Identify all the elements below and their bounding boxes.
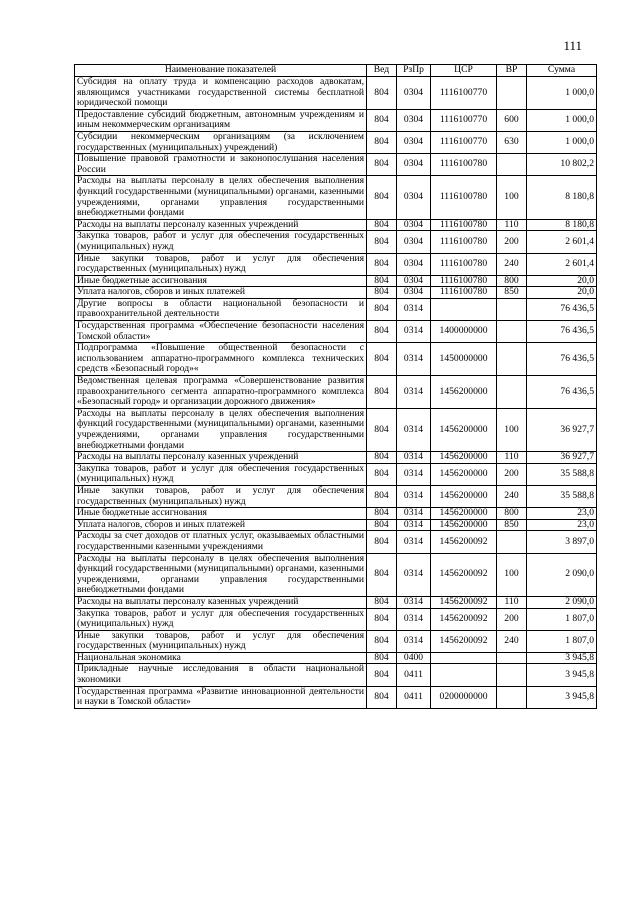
- cell-csr: 1456200000: [431, 408, 497, 451]
- table-row: [75, 452, 597, 464]
- cell-name: Уплата налогов, сборов и иных платежей: [75, 519, 367, 531]
- cell-sum: 1 000,0: [527, 109, 597, 131]
- cell-vr: 110: [497, 452, 527, 464]
- table-row: [75, 253, 597, 275]
- cell-sum: 35 588,8: [527, 485, 597, 507]
- cell-rzpr: 0314: [397, 608, 431, 630]
- cell-vr: [497, 154, 527, 176]
- cell-sum: 76 436,5: [527, 343, 597, 376]
- cell-vr: 100: [497, 408, 527, 451]
- cell-sum: 76 436,5: [527, 376, 597, 409]
- cell-rzpr: 0304: [397, 154, 431, 176]
- table-row: [75, 176, 597, 219]
- cell-csr: 1116100770: [431, 109, 497, 131]
- cell-ved: 804: [367, 154, 397, 176]
- cell-sum: 2 601,4: [527, 253, 597, 275]
- cell-rzpr: 0304: [397, 219, 431, 231]
- table-row: [75, 321, 597, 343]
- table-row: [75, 343, 597, 376]
- cell-sum: 8 180,8: [527, 219, 597, 231]
- cell-name: Расходы на выплаты персоналу казенных учреждений: [75, 596, 367, 608]
- cell-name: Предоставление субсидий бюджетным, автономным учреждениям и иным некоммерческим организациям: [75, 109, 367, 131]
- cell-sum: 2 090,0: [527, 596, 597, 608]
- header-sum: Сумма: [527, 65, 597, 77]
- cell-csr: 1456200000: [431, 463, 497, 485]
- cell-csr: 1116100780: [431, 275, 497, 287]
- cell-vr: 850: [497, 519, 527, 531]
- table-row: [75, 531, 597, 553]
- cell-csr: 1456200092: [431, 630, 497, 652]
- table-row: [75, 376, 597, 409]
- cell-rzpr: 0400: [397, 652, 431, 664]
- cell-vr: [497, 77, 527, 110]
- cell-vr: [497, 686, 527, 708]
- cell-ved: 804: [367, 109, 397, 131]
- cell-sum: 2 090,0: [527, 553, 597, 596]
- cell-name: Иные закупки товаров, работ и услуг для обеспечения государственных (муниципальных) нужд: [75, 253, 367, 275]
- cell-name: Национальная экономика: [75, 652, 367, 664]
- cell-vr: 630: [497, 131, 527, 153]
- cell-sum: 1 807,0: [527, 608, 597, 630]
- cell-ved: 804: [367, 231, 397, 253]
- cell-name: Расходы на выплаты персоналу в целях обеспечения выполнения функций государственными (муниципальными) органами, казенными учреждениями, органами управления государственными внебюджетными фондами: [75, 176, 367, 219]
- cell-vr: 100: [497, 176, 527, 219]
- table-row: [75, 275, 597, 287]
- cell-sum: 20,0: [527, 287, 597, 299]
- cell-csr: 1116100780: [431, 219, 497, 231]
- cell-rzpr: 0314: [397, 298, 431, 320]
- cell-csr: 1116100780: [431, 253, 497, 275]
- cell-vr: 240: [497, 630, 527, 652]
- cell-vr: [497, 321, 527, 343]
- cell-rzpr: 0314: [397, 508, 431, 520]
- cell-vr: [497, 298, 527, 320]
- cell-csr: 1400000000: [431, 321, 497, 343]
- cell-ved: 804: [367, 630, 397, 652]
- cell-sum: 23,0: [527, 508, 597, 520]
- cell-name: Повышение правовой грамотности и законопослушания населения России: [75, 154, 367, 176]
- cell-sum: 3 897,0: [527, 531, 597, 553]
- cell-rzpr: 0411: [397, 686, 431, 708]
- cell-csr: 1456200092: [431, 608, 497, 630]
- header-name: Наименование показателей: [75, 65, 367, 77]
- cell-vr: 110: [497, 219, 527, 231]
- table-row: [75, 608, 597, 630]
- table-row: [75, 652, 597, 664]
- cell-rzpr: 0304: [397, 176, 431, 219]
- cell-ved: 804: [367, 275, 397, 287]
- cell-vr: 240: [497, 253, 527, 275]
- header-row: [75, 65, 597, 77]
- cell-rzpr: 0314: [397, 343, 431, 376]
- cell-vr: 850: [497, 287, 527, 299]
- cell-csr: 1456200000: [431, 508, 497, 520]
- table-row: [75, 664, 597, 686]
- table-row: [75, 553, 597, 596]
- cell-sum: 1 807,0: [527, 630, 597, 652]
- cell-csr: 1456200000: [431, 519, 497, 531]
- cell-rzpr: 0304: [397, 287, 431, 299]
- cell-sum: 20,0: [527, 275, 597, 287]
- budget-table: [74, 64, 597, 709]
- cell-csr: 1116100780: [431, 231, 497, 253]
- cell-name: Субсидии некоммерческим организациям (за исключением государственных (муниципальных) учреждений): [75, 131, 367, 153]
- cell-ved: 804: [367, 519, 397, 531]
- cell-csr: 1456200000: [431, 452, 497, 464]
- cell-csr: 1116100780: [431, 154, 497, 176]
- cell-sum: 1 000,0: [527, 77, 597, 110]
- cell-csr: [431, 652, 497, 664]
- cell-sum: 8 180,8: [527, 176, 597, 219]
- cell-csr: [431, 298, 497, 320]
- cell-vr: [497, 343, 527, 376]
- cell-ved: 804: [367, 652, 397, 664]
- cell-name: Иные закупки товаров, работ и услуг для обеспечения государственных (муниципальных) нужд: [75, 485, 367, 507]
- cell-rzpr: 0314: [397, 408, 431, 451]
- cell-ved: 804: [367, 343, 397, 376]
- table-row: [75, 408, 597, 451]
- cell-csr: 0200000000: [431, 686, 497, 708]
- cell-csr: 1116100770: [431, 77, 497, 110]
- table-row: [75, 508, 597, 520]
- cell-csr: 1456200092: [431, 553, 497, 596]
- table-row: [75, 154, 597, 176]
- cell-sum: 36 927,7: [527, 408, 597, 451]
- cell-ved: 804: [367, 408, 397, 451]
- cell-csr: 1456200092: [431, 531, 497, 553]
- cell-csr: 1450000000: [431, 343, 497, 376]
- header-ved: Вед: [367, 65, 397, 77]
- cell-rzpr: 0314: [397, 519, 431, 531]
- cell-ved: 804: [367, 596, 397, 608]
- cell-csr: 1116100780: [431, 176, 497, 219]
- cell-rzpr: 0314: [397, 553, 431, 596]
- cell-name: Уплата налогов, сборов и иных платежей: [75, 287, 367, 299]
- cell-name: Ведомственная целевая программа «Совершенствование развития правоохранительного сегмента аппаратно-программного комплекса «Безопасный город» и организации дорожного движения»: [75, 376, 367, 409]
- cell-sum: 10 802,2: [527, 154, 597, 176]
- header-rzpr: РзПр: [397, 65, 431, 77]
- table-row: [75, 131, 597, 153]
- cell-name: Другие вопросы в области национальной безопасности и правоохранительной деятельности: [75, 298, 367, 320]
- table-body: [75, 77, 597, 709]
- cell-vr: 100: [497, 553, 527, 596]
- table-header: [75, 65, 597, 77]
- cell-rzpr: 0314: [397, 321, 431, 343]
- cell-sum: 3 945,8: [527, 686, 597, 708]
- cell-rzpr: 0314: [397, 376, 431, 409]
- cell-sum: 2 601,4: [527, 231, 597, 253]
- cell-ved: 804: [367, 253, 397, 275]
- cell-vr: 800: [497, 275, 527, 287]
- header-vr: ВР: [497, 65, 527, 77]
- cell-name: Иные закупки товаров, работ и услуг для обеспечения государственных (муниципальных) нужд: [75, 630, 367, 652]
- cell-vr: 110: [497, 596, 527, 608]
- table-row: [75, 219, 597, 231]
- cell-rzpr: 0314: [397, 596, 431, 608]
- cell-csr: 1456200000: [431, 376, 497, 409]
- cell-rzpr: 0304: [397, 109, 431, 131]
- cell-ved: 804: [367, 376, 397, 409]
- cell-name: Расходы за счет доходов от платных услуг, оказываемых областными государственными казенными учреждениями: [75, 531, 367, 553]
- table-row: [75, 298, 597, 320]
- cell-name: Расходы на выплаты персоналу в целях обеспечения выполнения функций государственными (муниципальными) органами, казенными учреждениями, органами управления государственными внебюджетными фондами: [75, 408, 367, 451]
- cell-rzpr: 0304: [397, 253, 431, 275]
- cell-name: Прикладные научные исследования в области национальной экономики: [75, 664, 367, 686]
- cell-ved: 804: [367, 176, 397, 219]
- header-csr: ЦСР: [431, 65, 497, 77]
- cell-name: Субсидия на оплату труда и компенсацию расходов адвокатам, являющимся участниками государственной системы бесплатной юридической помощи: [75, 77, 367, 110]
- cell-rzpr: 0304: [397, 131, 431, 153]
- cell-ved: 804: [367, 531, 397, 553]
- cell-sum: 35 588,8: [527, 463, 597, 485]
- table-row: [75, 109, 597, 131]
- cell-vr: 200: [497, 608, 527, 630]
- table-row: [75, 686, 597, 708]
- cell-vr: 200: [497, 463, 527, 485]
- cell-rzpr: 0314: [397, 463, 431, 485]
- table-row: [75, 77, 597, 110]
- cell-sum: 76 436,5: [527, 298, 597, 320]
- cell-csr: 1456200092: [431, 596, 497, 608]
- page-number: 111: [563, 38, 582, 53]
- cell-name: Подпрограмма «Повышение общественной безопасности с использованием аппаратно-программного комплекса технических средств «Безопасный город»«: [75, 343, 367, 376]
- cell-ved: 804: [367, 131, 397, 153]
- cell-csr: 1116100780: [431, 287, 497, 299]
- cell-vr: 240: [497, 485, 527, 507]
- cell-rzpr: 0314: [397, 485, 431, 507]
- cell-name: Расходы на выплаты персоналу казенных учреждений: [75, 452, 367, 464]
- cell-rzpr: 0314: [397, 452, 431, 464]
- table-row: [75, 630, 597, 652]
- cell-vr: [497, 652, 527, 664]
- cell-name: Иные бюджетные ассигнования: [75, 275, 367, 287]
- cell-ved: 804: [367, 686, 397, 708]
- table-row: [75, 463, 597, 485]
- cell-rzpr: 0304: [397, 77, 431, 110]
- table-row: [75, 231, 597, 253]
- table-row: [75, 596, 597, 608]
- cell-sum: 3 945,8: [527, 652, 597, 664]
- cell-name: Закупка товаров, работ и услуг для обеспечения государственных (муниципальных) нужд: [75, 231, 367, 253]
- cell-ved: 804: [367, 287, 397, 299]
- cell-vr: [497, 376, 527, 409]
- cell-ved: 804: [367, 608, 397, 630]
- cell-name: Расходы на выплаты персоналу в целях обеспечения выполнения функций государственными (муниципальными) органами, казенными учреждениями, органами управления государственными внебюджетными фондами: [75, 553, 367, 596]
- cell-csr: [431, 664, 497, 686]
- cell-vr: [497, 531, 527, 553]
- cell-ved: 804: [367, 664, 397, 686]
- cell-vr: 800: [497, 508, 527, 520]
- cell-rzpr: 0304: [397, 275, 431, 287]
- cell-ved: 804: [367, 553, 397, 596]
- cell-ved: 804: [367, 77, 397, 110]
- cell-rzpr: 0314: [397, 531, 431, 553]
- table-row: [75, 287, 597, 299]
- cell-name: Закупка товаров, работ и услуг для обеспечения государственных (муниципальных) нужд: [75, 463, 367, 485]
- cell-ved: 804: [367, 321, 397, 343]
- table-row: [75, 485, 597, 507]
- cell-sum: 1 000,0: [527, 131, 597, 153]
- cell-sum: 36 927,7: [527, 452, 597, 464]
- cell-rzpr: 0411: [397, 664, 431, 686]
- cell-name: Иные бюджетные ассигнования: [75, 508, 367, 520]
- cell-sum: 3 945,8: [527, 664, 597, 686]
- cell-vr: 200: [497, 231, 527, 253]
- cell-sum: 76 436,5: [527, 321, 597, 343]
- cell-csr: 1456200000: [431, 485, 497, 507]
- cell-ved: 804: [367, 452, 397, 464]
- table-row: [75, 519, 597, 531]
- cell-sum: 23,0: [527, 519, 597, 531]
- cell-vr: [497, 664, 527, 686]
- cell-ved: 804: [367, 219, 397, 231]
- cell-vr: 600: [497, 109, 527, 131]
- cell-csr: 1116100770: [431, 131, 497, 153]
- cell-name: Государственная программа «Развитие инновационной деятельности и науки в Томской области»: [75, 686, 367, 708]
- cell-rzpr: 0304: [397, 231, 431, 253]
- cell-ved: 804: [367, 298, 397, 320]
- cell-ved: 804: [367, 508, 397, 520]
- cell-ved: 804: [367, 463, 397, 485]
- cell-name: Закупка товаров, работ и услуг для обеспечения государственных (муниципальных) нужд: [75, 608, 367, 630]
- cell-ved: 804: [367, 485, 397, 507]
- cell-rzpr: 0314: [397, 630, 431, 652]
- cell-name: Государственная программа «Обеспечение безопасности населения Томской области»: [75, 321, 367, 343]
- cell-name: Расходы на выплаты персоналу казенных учреждений: [75, 219, 367, 231]
